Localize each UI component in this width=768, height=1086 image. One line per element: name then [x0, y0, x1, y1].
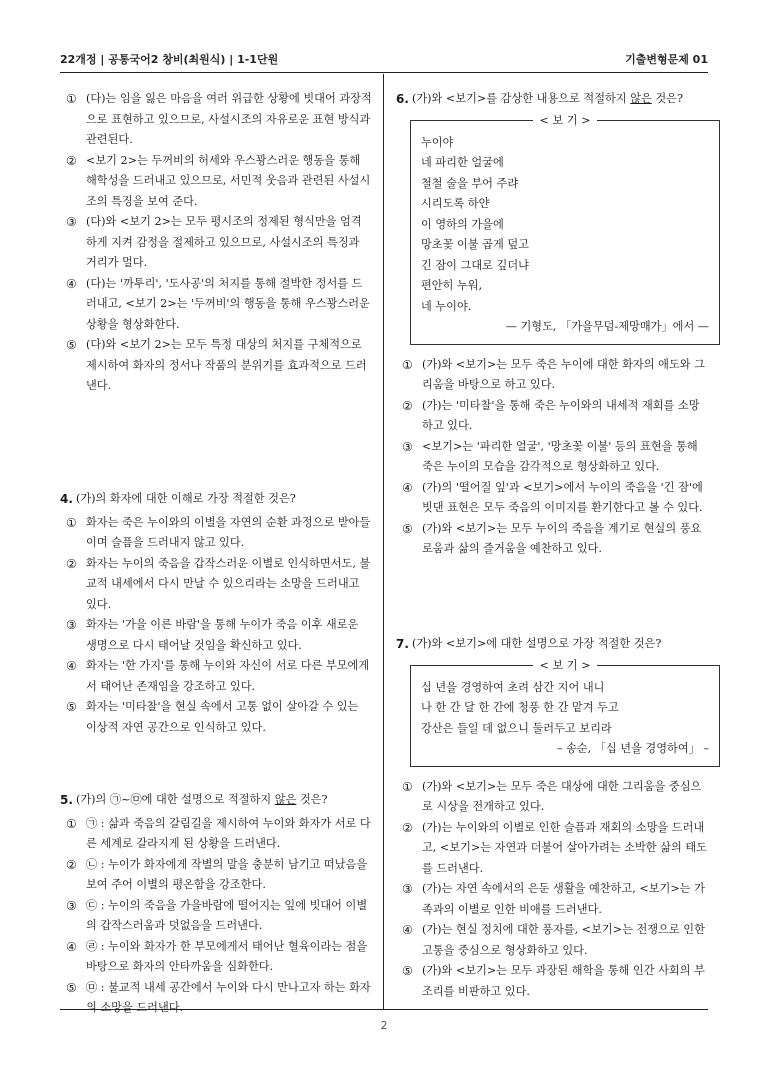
q7-stem: 7. (가)와 <보기>에 대한 설명으로 가장 적절한 것은?	[396, 637, 662, 651]
q4-option-3[interactable]: ③ 화자는 '가을 이른 바람'을 통해 누이가 죽음 이후 새로운 생명으로 다시 태어날 것임을 확신하고 있다.	[66, 618, 359, 652]
q3-option-4[interactable]: ④ (다)는 '까투리', '도사공'의 처지를 통해 절박한 정서를 드러내고, <보기 2>는 '두꺼비'의 행동을 통해 우스꽝스러운 상황을 형상화한다.	[66, 276, 370, 331]
poem-source: — 기형도, 「가을무덤-제망매가」에서 —	[505, 320, 709, 333]
q4-option-4[interactable]: ④ 화자는 '한 가지'를 통해 누이와 자신이 서로 다른 부모에게서 태어난 존재임을 강조하고 있다.	[66, 659, 370, 693]
q7-option-5[interactable]: ⑤ (가)와 <보기>는 모두 과장된 해학을 통해 인간 사회의 부조리를 비판하고 있다.	[402, 964, 705, 998]
q4-option-2[interactable]: ② 화자는 누이의 죽음을 갑작스러운 이별로 인식하면서도, 불교적 내세에서 다시 만날 수 있으리라는 소망을 드러내고 있다.	[66, 556, 371, 611]
q3-option-1[interactable]: ① (다)는 임을 잃은 마음을 여러 위급한 상황에 빗대어 과장적으로 표현하고 있으므로, 사설시조의 자유로운 표현 방식과 관련된다.	[66, 92, 372, 146]
question-7	[396, 634, 710, 1002]
poem-line: 이 영하의 가을에	[421, 217, 504, 231]
q4-option-5[interactable]: ⑤ 화자는 '미타찰'을 현실 속에서 고통 없이 살아갈 수 있는 이상적 자연 공간으로 인식하고 있다.	[66, 700, 359, 734]
q5-option-2[interactable]: ② ㉡ : 누이가 화자에게 작별의 말을 충분히 남기고 떠났음을 보여 주어 이별의 평온함을 강조한다.	[66, 857, 368, 891]
bogi-label: < 보 기 >	[533, 659, 596, 672]
q3-option-3[interactable]: ③ (다)와 <보기 2>는 모두 평시조의 정제된 형식만을 엄격하게 지켜 감정을 절제하고 있으므로, 사설시조의 특징과 거리가 멀다.	[66, 215, 362, 269]
poem-line: 긴 잠이 그대로 깊더냐	[421, 258, 529, 272]
poem-line: 나 한 간 달 한 간에 청풍 한 간 맡겨 두고	[421, 701, 619, 714]
column-divider	[383, 74, 384, 1009]
header-course: 22개정 | 공통국어2 창비(최원식) | 1-1단원	[60, 53, 279, 66]
q5-option-4[interactable]: ④ ㉣ : 누이와 화자가 한 부모에게서 태어난 혈육이라는 점을 바탕으로 화자의 안타까움을 심화한다.	[66, 939, 368, 973]
q6-option-2[interactable]: ② (가)는 '미타찰'을 통해 죽은 누이와의 내세적 재회를 소망하고 있다.	[402, 398, 700, 432]
header-title: 기출변형문제 01	[625, 53, 708, 66]
q7-option-1[interactable]: ① (가)와 <보기>는 모두 죽은 대상에 대한 그리움을 중심으로 시상을 전개하고 있다.	[402, 779, 702, 813]
q3-option-5[interactable]: ⑤ (다)와 <보기 2>는 모두 특정 대상의 처지를 구체적으로 제시하여 화자의 정서나 작품의 분위기를 효과적으로 드러낸다.	[66, 338, 367, 392]
page-number: 2	[380, 1019, 388, 1032]
q5-option-5[interactable]: ⑤ ㉤ : 불교적 내세 공간에서 누이와 다시 만나고자 하는 화자의 소망을 드러낸다.	[66, 980, 371, 1014]
poem-line: 십 년을 경영하여 초려 삼간 지어 내니	[421, 680, 605, 694]
poem-line: 편안히 누워,	[421, 279, 483, 292]
q6-bogi-box	[410, 113, 720, 345]
poem-line: 네 누이야.	[421, 299, 472, 313]
q6-option-4[interactable]: ④ (가)의 '떨어질 잎'과 <보기>에서 누이의 죽음을 '긴 잠'에 빗댄 표현은 모두 죽음의 이미지를 환기한다고 볼 수 있다.	[402, 480, 703, 514]
q7-option-3[interactable]: ③ (가)는 자연 속에서의 은둔 생활을 예찬하고, <보기>는 가족과의 이별로 인한 비애를 드러낸다.	[402, 882, 705, 916]
header-rule	[60, 72, 708, 73]
question-3-options	[60, 89, 372, 397]
poem-line: 누이야	[421, 135, 454, 149]
poem-line: 망초꽃 이불 곱게 덮고	[421, 238, 529, 251]
poem-line: 강산은 들일 데 없으니 둘러두고 보리라	[421, 721, 612, 735]
q3-option-2[interactable]: ② <보기 2>는 두꺼비의 허세와 우스꽝스러운 행동을 통해 해학성을 드러내고 있으므로, 서민적 웃음과 관련된 사설시조의 특징을 보여 준다.	[66, 153, 371, 208]
page-header	[60, 50, 708, 70]
q5-option-1[interactable]: ① ㉠ : 삶과 죽음의 갈림길을 제시하여 누이와 화자가 서로 다른 세계로 갈라지게 된 상황을 드러낸다.	[66, 816, 371, 850]
poem-line: 네 파리한 얼굴에	[421, 156, 504, 169]
q5-stem: 5. (가)의 ㉠~㉤에 대한 설명으로 적절하지 않은 것은?	[60, 793, 328, 807]
question-4	[60, 489, 372, 738]
q7-option-2[interactable]: ② (가)는 누이와의 이별로 인한 슬픔과 재회의 소망을 드러내고, <보기>는 자연과 더불어 살아가려는 소박한 삶의 태도를 드러낸다.	[402, 820, 707, 875]
q5-option-3[interactable]: ③ ㉢ : 누이의 죽음을 가을바람에 떨어지는 잎에 빗대어 이별의 갑작스러움과 덧없음을 드러낸다.	[66, 898, 368, 932]
question-6	[396, 89, 710, 560]
bogi-label: < 보 기 >	[533, 114, 596, 127]
q6-option-1[interactable]: ① (가)와 <보기>는 모두 죽은 누이에 대한 화자의 애도와 그리움을 바탕으로 하고 있다.	[402, 357, 705, 391]
q7-option-4[interactable]: ④ (가)는 현실 정치에 대한 풍자를, <보기>는 전쟁으로 인한 고통을 중심으로 형상화하고 있다.	[402, 923, 705, 957]
q6-option-5[interactable]: ⑤ (가)와 <보기>는 모두 누이의 죽음을 계기로 현실의 풍요로움과 삶의 즐거움을 예찬하고 있다.	[402, 521, 702, 555]
q7-bogi-box	[410, 658, 720, 767]
q6-stem: 6. (가)와 <보기>를 감상한 내용으로 적절하지 않은 것은?	[396, 92, 683, 106]
poem-line: 시리도록 하얀	[421, 197, 490, 210]
q4-option-1[interactable]: ① 화자는 죽은 누이와의 이별을 자연의 순환 과정으로 받아들이며 슬픔을 드러내지 않고 있다.	[66, 515, 371, 549]
poem-source: – 송순, 「십 년을 경영하여」 –	[556, 742, 709, 755]
q4-stem: 4. (가)의 화자에 대한 이해로 가장 적절한 것은?	[60, 492, 296, 506]
question-5	[60, 790, 372, 1019]
poem-line: 철철 술을 부어 주랴	[421, 176, 519, 190]
q6-option-3[interactable]: ③ <보기>는 '파리한 얼굴', '망초꽃 이불' 등의 표현을 통해 죽은 누이의 모습을 감각적으로 형상화하고 있다.	[402, 439, 698, 473]
